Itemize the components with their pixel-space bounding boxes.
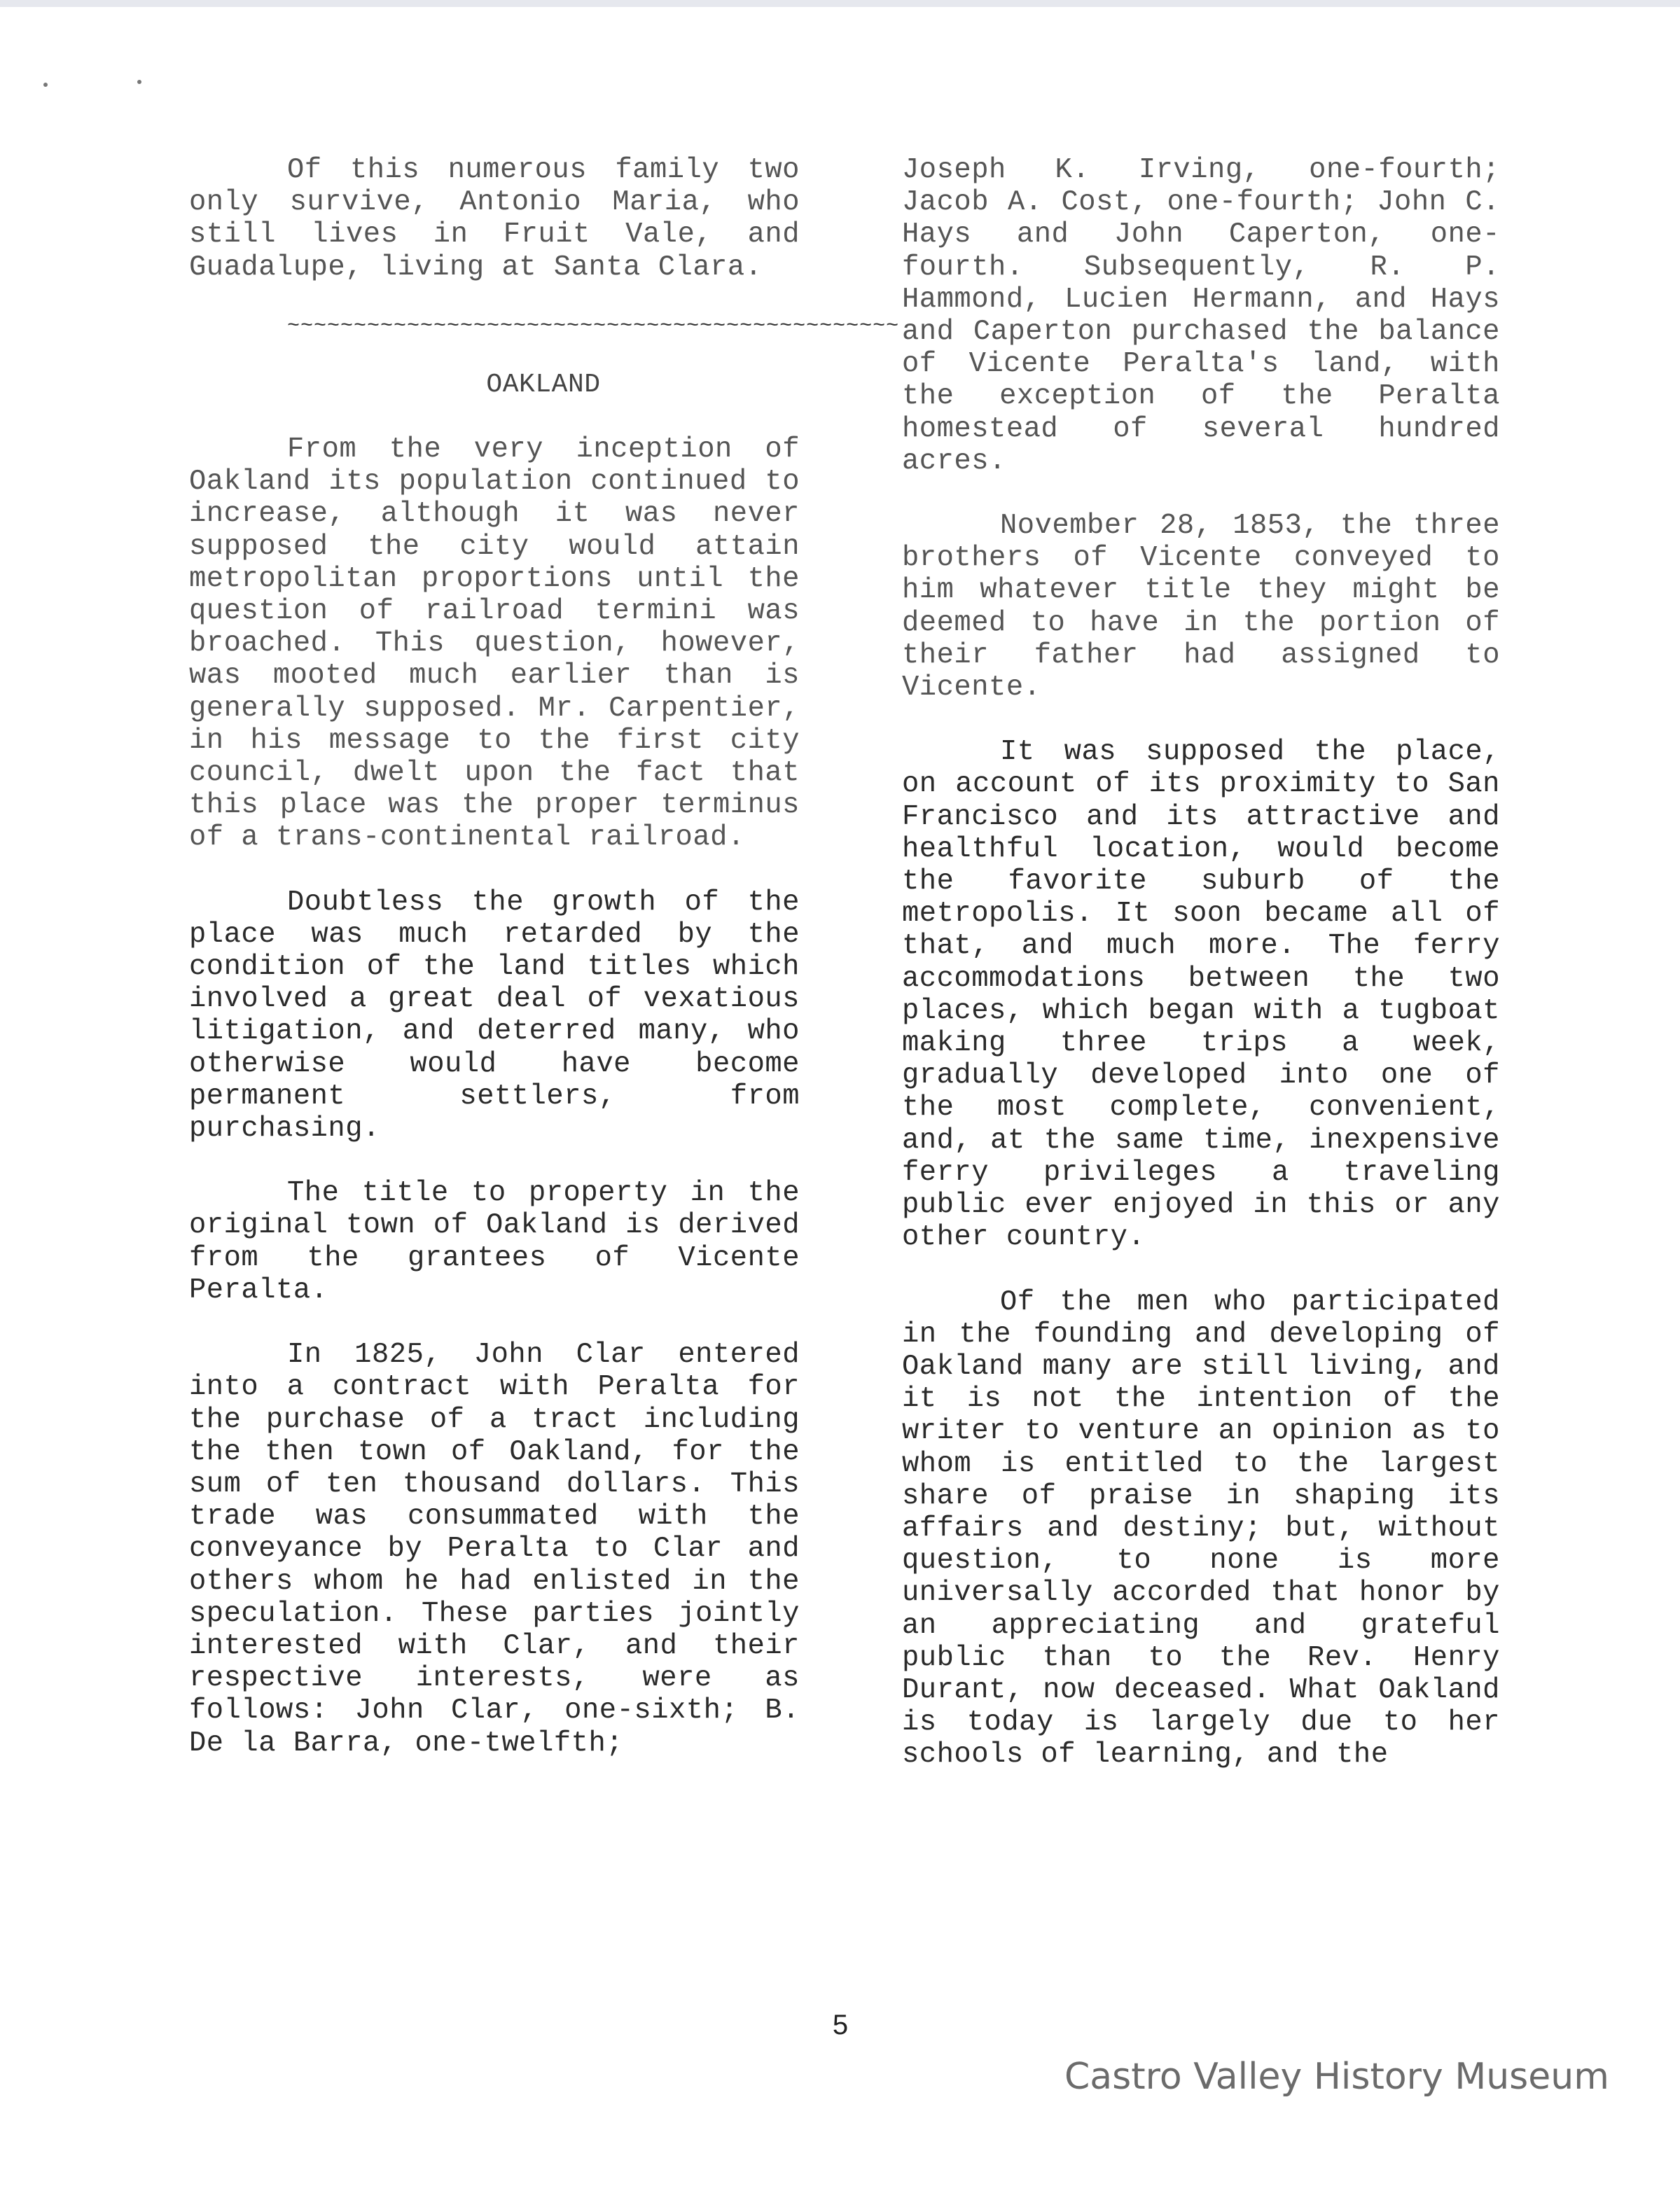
- paragraph-population: From the very inception of Oakland its population continued to increase, although it was never supposed the city would attain metropolitan proportions until the question of railroad termini was broached. This question, however, was mooted much earlier than is generally supposed. Mr. Carpentier, in his message to the first city council, dwelt upon the fact that this place was the proper terminus of a trans-continental railroad.: [189, 433, 800, 854]
- scan-speck: [137, 80, 141, 84]
- page-number: 5: [832, 2010, 849, 2040]
- top-edge-bar: [0, 0, 1680, 7]
- museum-watermark: Castro Valley History Museum: [1064, 2056, 1609, 2098]
- right-column: [902, 154, 1500, 1804]
- paragraph-founders: Of the men who participated in the founding and developing of Oakland many are still living, and it is not the intention of the writer to venture an opinion as to whom is entitled to the largest share of praise in shaping its affairs and destiny; but, without question, to none is more universally accorded that honor by an appreciating and grateful public than to the Rev. Henry Durant, now deceased. What Oakland is today is largely due to her schools of learning, and the: [902, 1286, 1500, 1771]
- scan-speck: [43, 83, 48, 87]
- paragraph-family-survivors: Of this numerous family two only survive, Antonio Maria, who still lives in Fruit Vale, and Guadalupe, living at Santa Clara.: [189, 154, 800, 284]
- paragraph-november-1853: November 28, 1853, the three brothers of Vicente conveyed to him whatever title they might be deemed to have in the portion of their father had assigned to Vicente.: [902, 510, 1500, 704]
- paragraph-john-clar-contract: In 1825, John Clar entered into a contract with Peralta for the purchase of a tract including the then town of Oakland, for the sum of ten thousand dollars. This trade was consummated with the conveyance by Peralta to Clar and others whom he had enlisted in the speculation. These parties jointly interested with Clar, and their respective interests, were as follows: John Clar, one-sixth; B. De la Barra, one-twelfth;: [189, 1339, 800, 1760]
- section-heading-oakland: OAKLAND: [486, 369, 601, 400]
- paragraph-title-to-property: The title to property in the original town of Oakland is derived from the grantees of Vicente Peralta.: [189, 1177, 800, 1307]
- paragraph-ferry: It was supposed the place, on account of its proximity to San Francisco and its attractive and healthful location, would become the favorite suburb of the metropolis. It soon became all of that, and much more. The ferry accommodations between the two places, which began with a tugboat making three trips a week, gradually developed into one of the most complete, convenient, and, at the same time, inexpensive ferry privileges a traveling public ever enjoyed in this or any other country.: [902, 736, 1500, 1254]
- tilde-divider: ~~~~~~~~~~~~~~~~~~~~~~~~~~~~~~~~~~~~~~~~~~~~~~: [287, 314, 900, 338]
- paragraph-interests-continued: Joseph K. Irving, one-fourth; Jacob A. Cost, one-fourth; John C. Hays and John Caperton, one-fourth. Subsequently, R. P. Hammond, Lucien Hermann, and Hays and Caperton purchased the balance of Vicente Peralta's land, with the exception of the Peralta homestead of several hundred acres.: [902, 154, 1500, 478]
- paragraph-land-titles: Doubtless the growth of the place was much retarded by the condition of the land titles which involved a great deal of vexatious litigation, and deterred many, who otherwise would have become permanent settlers, from purchasing.: [189, 886, 800, 1146]
- left-column: [189, 154, 900, 1792]
